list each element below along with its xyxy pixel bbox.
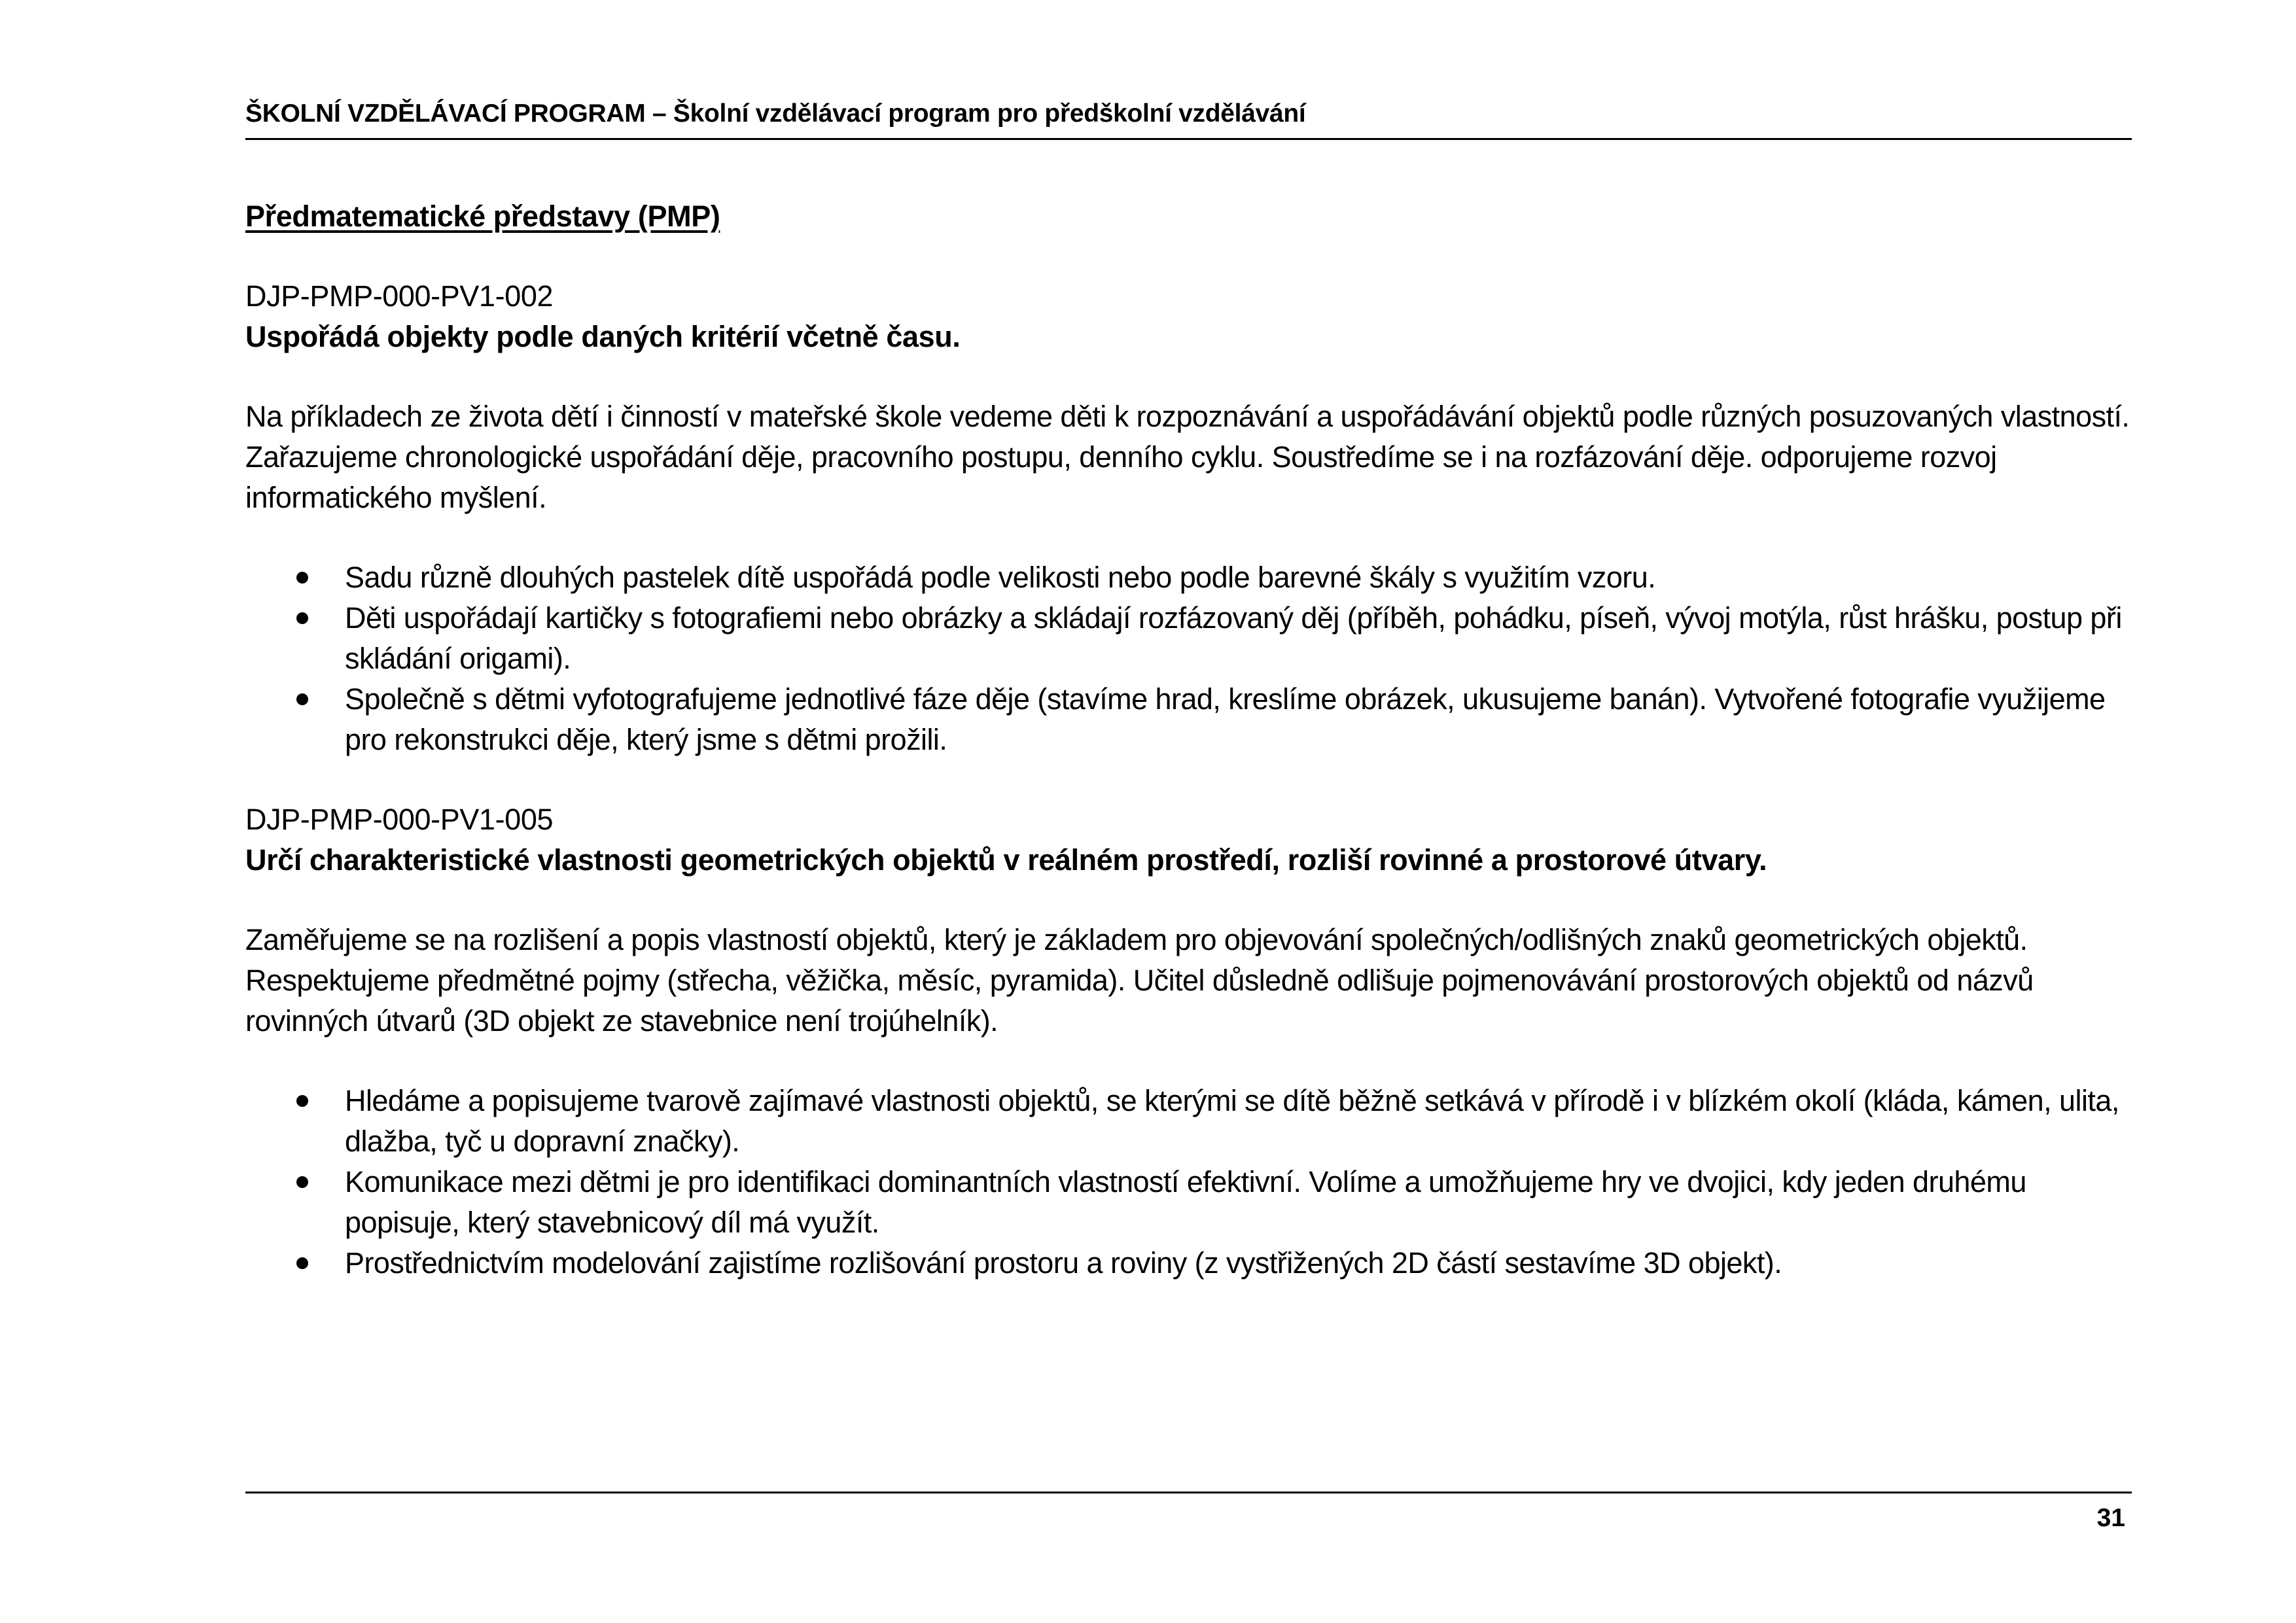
list-item: [245, 1243, 2132, 1283]
bullet-icon: [296, 1176, 308, 1188]
list-item: [245, 679, 2132, 760]
outcome-code: DJP-PMP-000-PV1-005: [245, 803, 554, 836]
page-header: [245, 99, 2132, 140]
list-item-text: Hledáme a popisujeme tvarově zajímavé vlastnosti objektů, se kterými se dítě běžně setkává v přírodě i v blízkém okolí (kláda, kámen, ulita, dlažba, tyč u dopravní značky).: [345, 1084, 2119, 1158]
outcome-paragraph: Na příkladech ze života dětí i činností v mateřské škole vedeme děti k rozpoznávání a uspořádávání objektů podle různých posuzovaných vlastností. Zařazujeme chronologické uspořádání děje, pracovního postupu, denního cyklu. Soustředíme se i na rozfázování děje. odporujeme rozvoj informatického myšlení.: [245, 400, 2130, 514]
footer-divider: [245, 1492, 2132, 1493]
outcome-block-2: [245, 799, 2132, 1283]
bullet-icon: [296, 612, 308, 624]
outcome-code: DJP-PMP-000-PV1-002: [245, 279, 554, 313]
outcome-paragraph: Zaměřujeme se na rozlišení a popis vlastností objektů, který je základem pro objevování společných/odlišných znaků geometrických objektů. Respektujeme předmětné pojmy (střecha, věžička, měsíc, pyramida). Učitel důsledně odlišuje pojmenovávání prostorových objektů od názvů rovinných útvarů (3D objekt ze stavebnice není trojúhelník).: [245, 923, 2034, 1038]
list-item-text: Děti uspořádají kartičky s fotografiemi nebo obrázky a skládají rozfázovaný děj (příběh, pohádku, píseň, vývoj motýla, růst hrášku, postup při skládání origami).: [345, 601, 2122, 675]
outcome-goal: Uspořádá objekty podle daných kritérií včetně času.: [245, 320, 961, 353]
outcome-block-1: [245, 276, 2132, 760]
header-title: ŠKOLNÍ VZDĚLÁVACÍ PROGRAM – Školní vzdělávací program pro předškolní vzdělávání: [245, 99, 1306, 128]
page-content: [245, 196, 2132, 1323]
list-item: [245, 598, 2132, 679]
list-item-text: Prostřednictvím modelování zajistíme rozlišování prostoru a roviny (z vystřižených 2D částí sestavíme 3D objekt).: [345, 1246, 1782, 1280]
list-item: [245, 1162, 2132, 1243]
outcome-goal: Určí charakteristické vlastnosti geometrických objektů v reálném prostředí, rozliší rovinné a prostorové útvary.: [245, 843, 1767, 877]
bullet-icon: [296, 1095, 308, 1107]
list-item: [245, 557, 2132, 598]
section-title: Předmatematické představy (PMP): [245, 200, 720, 233]
bullet-icon: [296, 1257, 308, 1269]
page-number: 31: [2096, 1504, 2125, 1532]
bullet-icon: [296, 572, 308, 584]
bullet-icon: [296, 693, 308, 705]
list-item: [245, 1081, 2132, 1162]
list-item-text: Sadu různě dlouhých pastelek dítě uspořádá podle velikosti nebo podle barevné škály s využitím vzoru.: [345, 561, 1656, 594]
list-item-text: Společně s dětmi vyfotografujeme jednotlivé fáze děje (stavíme hrad, kreslíme obrázek, ukusujeme banán). Vytvořené fotografie využijeme pro rekonstrukci děje, který jsme s dětmi prožili.: [345, 682, 2106, 756]
list-item-text: Komunikace mezi dětmi je pro identifikaci dominantních vlastností efektivní. Volíme a umožňujeme hry ve dvojici, kdy jeden druhému popisuje, který stavebnicový díl má využít.: [345, 1165, 2026, 1239]
document-page: [245, 0, 2132, 1623]
example-list: [245, 557, 2132, 760]
example-list: [245, 1081, 2132, 1283]
